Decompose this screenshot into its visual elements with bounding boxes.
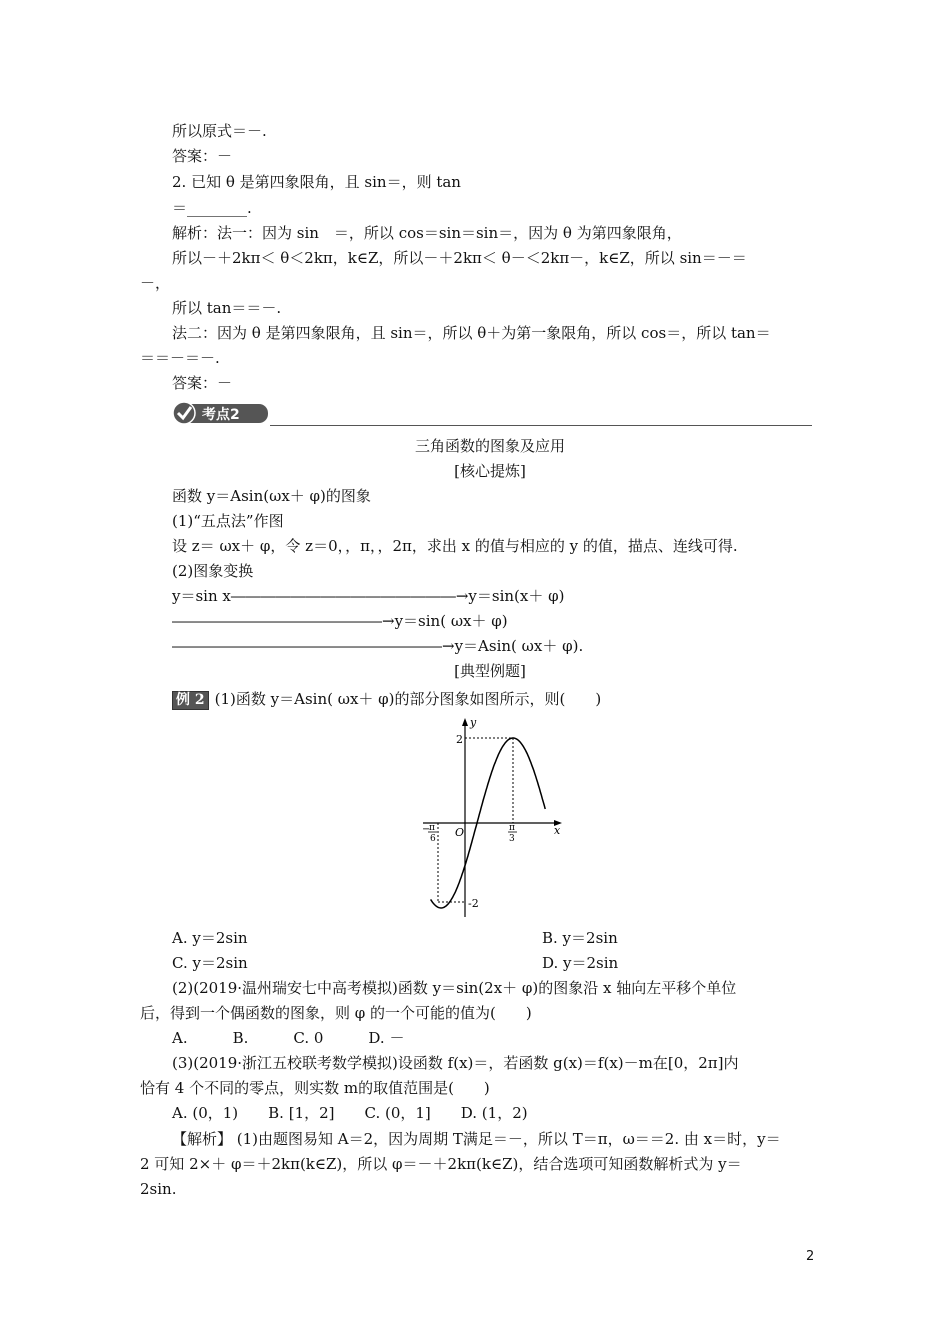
- text-line: 后，得到一个偶函数的图象，则 φ 的一个可能的值为( ): [140, 1004, 532, 1022]
- text-line: 答案：－: [172, 147, 233, 165]
- option-d: D. y＝2sin: [542, 954, 619, 972]
- text-line: ＝________.: [172, 199, 252, 217]
- xneg-den: 6: [430, 834, 436, 844]
- text-line: A. B. C. 0 D. －: [172, 1029, 405, 1047]
- xneg-sign: −: [422, 824, 431, 835]
- option-a: A. y＝2sin: [172, 929, 248, 947]
- text-line: (1)“五点法”作图: [172, 512, 284, 530]
- text-line: ＝＝－＝－.: [140, 349, 220, 367]
- text-line: y＝sin x―――――――――――――――→y＝sin(x＋ φ): [172, 587, 565, 605]
- text-line: 恰有 4 个不同的零点，则实数 m的取值范围是( ): [140, 1079, 490, 1097]
- x-axis-label: x: [554, 824, 561, 837]
- text-line: (2)图象变换: [172, 562, 254, 580]
- text-line: －，: [140, 274, 171, 292]
- text-line: 【解析】 (1)由题图易知 A＝2，因为周期 T满足＝－，所以 T＝π，ω＝＝2. 由 x＝时，y＝: [172, 1130, 781, 1148]
- subheading: [核心提炼]: [454, 462, 526, 480]
- example-line: [172, 689, 601, 710]
- min-label: -2: [468, 897, 479, 910]
- option-b: B. y＝2sin: [542, 929, 618, 947]
- subheading: [典型例题]: [454, 662, 526, 680]
- text-line: 答案：－: [172, 374, 233, 392]
- text-line: 2. 已知 θ 是第四象限角，且 sin＝，则 tan: [172, 173, 461, 191]
- text-line: 2 可知 2×＋ φ＝＋2kπ(k∈Z)，所以 φ＝－＋2kπ(k∈Z)，结合选项可知函数解析式为 y＝: [140, 1155, 742, 1173]
- text-line: (3)(2019·浙江五校联考数学模拟)设函数 f(x)＝，若函数 g(x)＝f(x)－m在[0，2π]内: [172, 1054, 739, 1072]
- xpos-num: π: [509, 823, 515, 833]
- text-line: A. (0，1) B. [1，2] C. (0，1] D. (1，2): [172, 1104, 528, 1122]
- page-number: 2: [806, 1249, 815, 1264]
- section-title: 三角函数的图象及应用: [414, 437, 565, 455]
- text-line: 所以 tan＝＝－.: [172, 299, 282, 317]
- text-line: 函数 y＝Asin(ωx＋ φ)的图象: [172, 487, 371, 505]
- text-line: 设 z＝ ωx＋ φ，令 z＝0，，π，，2π，求出 x 的值与相应的 y 的值，描点、连线可得.: [172, 537, 738, 555]
- xneg-num: π: [429, 823, 435, 833]
- y-arrow-icon: [462, 718, 468, 726]
- text-line: ――――――――――――――――――→y＝Asin( ωx＋ φ).: [172, 637, 584, 655]
- text-line: 法二：因为 θ 是第四象限角，且 sin＝，所以 θ＋为第一象限角，所以 cos＝，所以 tan＝: [172, 324, 771, 342]
- xpos-den: 3: [509, 834, 515, 844]
- section-badge: [172, 401, 272, 425]
- badge-label: 考点2: [202, 407, 240, 423]
- origin-label: O: [455, 826, 465, 839]
- text-line: ――――――――――――――→y＝sin( ωx＋ φ): [172, 612, 508, 630]
- check-badge-icon: [172, 401, 272, 425]
- example-text: (1)函数 y＝Asin( ωx＋ φ)的部分图象如图所示，则( ): [214, 690, 602, 708]
- function-graph: [418, 712, 568, 917]
- max-label: 2: [456, 733, 463, 746]
- text-line: 2sin.: [140, 1180, 177, 1198]
- text-line: (2)(2019·温州瑞安七中高考模拟)函数 y＝sin(2x＋ φ)的图象沿 x 轴向左平移个单位: [172, 979, 737, 997]
- section-rule: [270, 425, 812, 426]
- text-line: 解析：法一：因为 sin ＝，所以 cos＝sin＝sin＝，因为 θ 为第四象限角，: [172, 224, 682, 242]
- text-line: 所以原式＝－.: [172, 122, 267, 140]
- y-axis-label: y: [470, 716, 477, 729]
- text-line: 所以－＋2kπ＜ θ＜2kπ，k∈Z，所以－＋2kπ＜ θ－＜2kπ－，k∈Z，所以 sin＝－＝: [172, 249, 747, 267]
- example-tag: 例 2: [172, 691, 209, 710]
- option-c: C. y＝2sin: [172, 954, 248, 972]
